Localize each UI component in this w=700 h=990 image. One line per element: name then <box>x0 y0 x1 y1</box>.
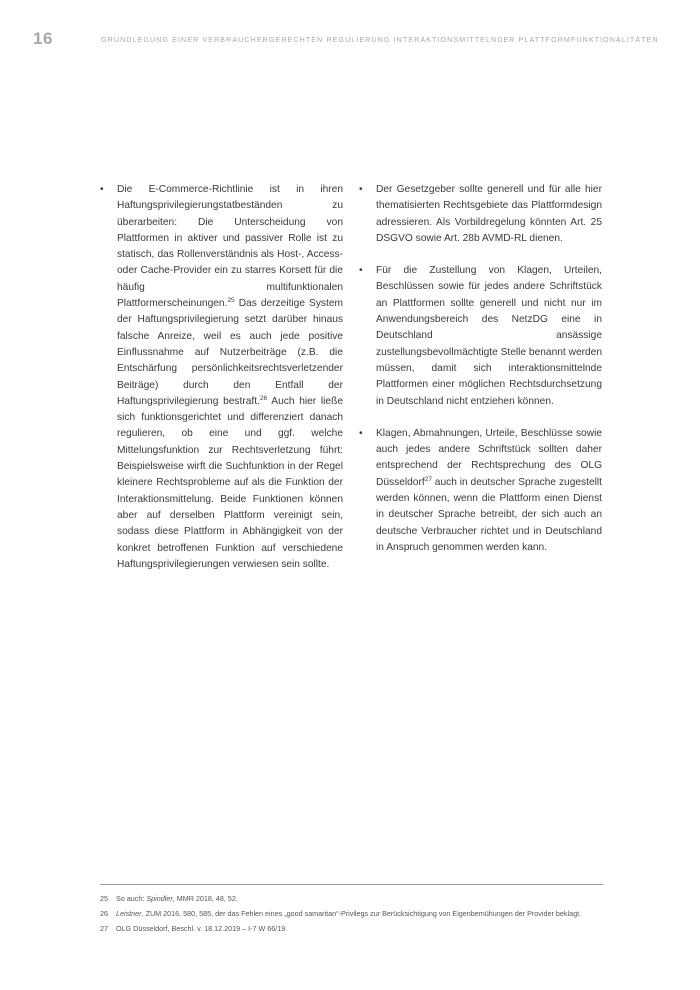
right-column <box>359 182 602 572</box>
bullet-icon: • <box>100 184 104 195</box>
bullet-icon: • <box>359 184 363 195</box>
footnote-text: So auch: <box>116 894 147 903</box>
footnote <box>100 891 640 906</box>
footnote-ref[interactable]: 27 <box>424 475 432 483</box>
bullet-icon: • <box>359 427 363 439</box>
footnote <box>100 921 640 936</box>
list-item <box>359 426 602 556</box>
footnote-ref[interactable]: 26 <box>259 394 268 402</box>
footnote-number: 25 <box>100 894 108 903</box>
footnote-author: Leistner <box>116 909 142 918</box>
list-item-text: Das derzeitige System der Haftungsprivilegierung setzt darüber hinaus falsche Anreize, weil es auch jede positive Einflussnahme auf Nutzerbeiträge (z.B. die Entschärfung persönlichkeitsrechtsverletzender Beiträge) durch den Entfall der Haftungsprivilegierung bestraft. <box>117 298 343 407</box>
list-item <box>359 263 602 410</box>
running-title: GRUNDLEGUNG EINER VERBRAUCHERGERECHTEN REGULIERUNG INTERAKTIONSMITTELNDER PLATTFORMFUNKTIONALITÄTEN <box>101 36 659 44</box>
list-item <box>359 182 602 247</box>
footnote-text: OLG Düsseldorf, Beschl. v. 18.12.2019 – I-7 W 66/19. <box>116 924 288 933</box>
footnote-number: 26 <box>100 909 108 918</box>
footnote-text: , MMR 2018, 48, 52. <box>172 894 238 903</box>
list-item-text: Auch hier ließe sich funktionsgerichtet und differenziert danach regulieren, ob eine und ggf. welche Mittelungsfunktion zur Rechtsverletzung führt: Beispielsweise wirft die Suchfunktion in der Regel kleinere Rechtsprobleme auf als die Funktion der Interaktionsmittelung. Beide Funktionen können aber auf derselben Plattform vereinigt sein, sodass diese Plattform in Abhängigkeit von der konkret betroffenen Funktion auf verschiedene Haftungsprivilegierungen verwiesen sein sollte. <box>117 395 343 570</box>
footnote <box>100 906 640 921</box>
page-number: 16 <box>33 29 53 48</box>
bullet-icon: • <box>359 265 363 277</box>
footnote-author: Spindler <box>146 894 173 903</box>
list-item-text: Für die Zustellung von Klagen, Urteilen, Beschlüssen sowie für jedes andere Schriftstück an Plattformen sollte generell und nicht nur im Anwendungsbereich des NetzDG eine in Deutschland ansässige zustellungsbevollmächtigte Stelle benannt werden müssen, damit sich interaktionsmittelnde Plattformen einer möglichen Rechtsdurchsetzung in Deutschland nicht entziehen können. <box>376 265 602 407</box>
list-item <box>100 182 343 573</box>
list-item-text: Der Gesetzgeber sollte generell und für alle hier thematisierten Rechtsgebiete das Plattformdesign adressieren. Als Vorbildregelung könnten Art. 25 DSGVO sowie Art. 28b AVMD-RL dienen. <box>376 184 602 244</box>
footnotes <box>100 891 640 936</box>
left-bullet-list <box>100 182 343 573</box>
footnote-number: 27 <box>100 924 108 933</box>
list-item-text: Klagen, Abmahnungen, Urteile, Beschlüsse sowie auch jedes andere Schriftstück sollten daher entsprechend der Rechtsprechung des OLG Düsseldorf <box>376 427 602 488</box>
left-column <box>100 182 343 589</box>
footnote-divider <box>100 884 603 885</box>
list-item-text: Die E-Commerce-Richtlinie ist in ihren Haftungsprivilegierungstatbeständen zu überarbeiten: Die Unterscheidung von Plattformen in aktiver und passiver Rolle ist zu statisch, das Rollenverständnis als Host-, Access- oder Cache-Provider ein zu starres Korsett für die häufig multifunktionalen Plattformerscheinungen. <box>117 184 343 310</box>
list-item-text: auch in deutscher Sprache zugestellt werden können, wenn die Plattform einen Dienst in deutscher Sprache betreibt, der sich auch an deutsche Verbraucher richtet und in Deutschland in Anspruch genommen werden kann. <box>376 476 602 553</box>
footnote-ref[interactable]: 25 <box>227 297 235 305</box>
footnote-text: , ZUM 2016, 580, 585, der das Fehlen eines „good samaritan“-Privilegs zur Berücksichtigung von Eigenbemühungen der Provider beklagt. <box>141 909 582 918</box>
right-bullet-list <box>359 182 602 556</box>
